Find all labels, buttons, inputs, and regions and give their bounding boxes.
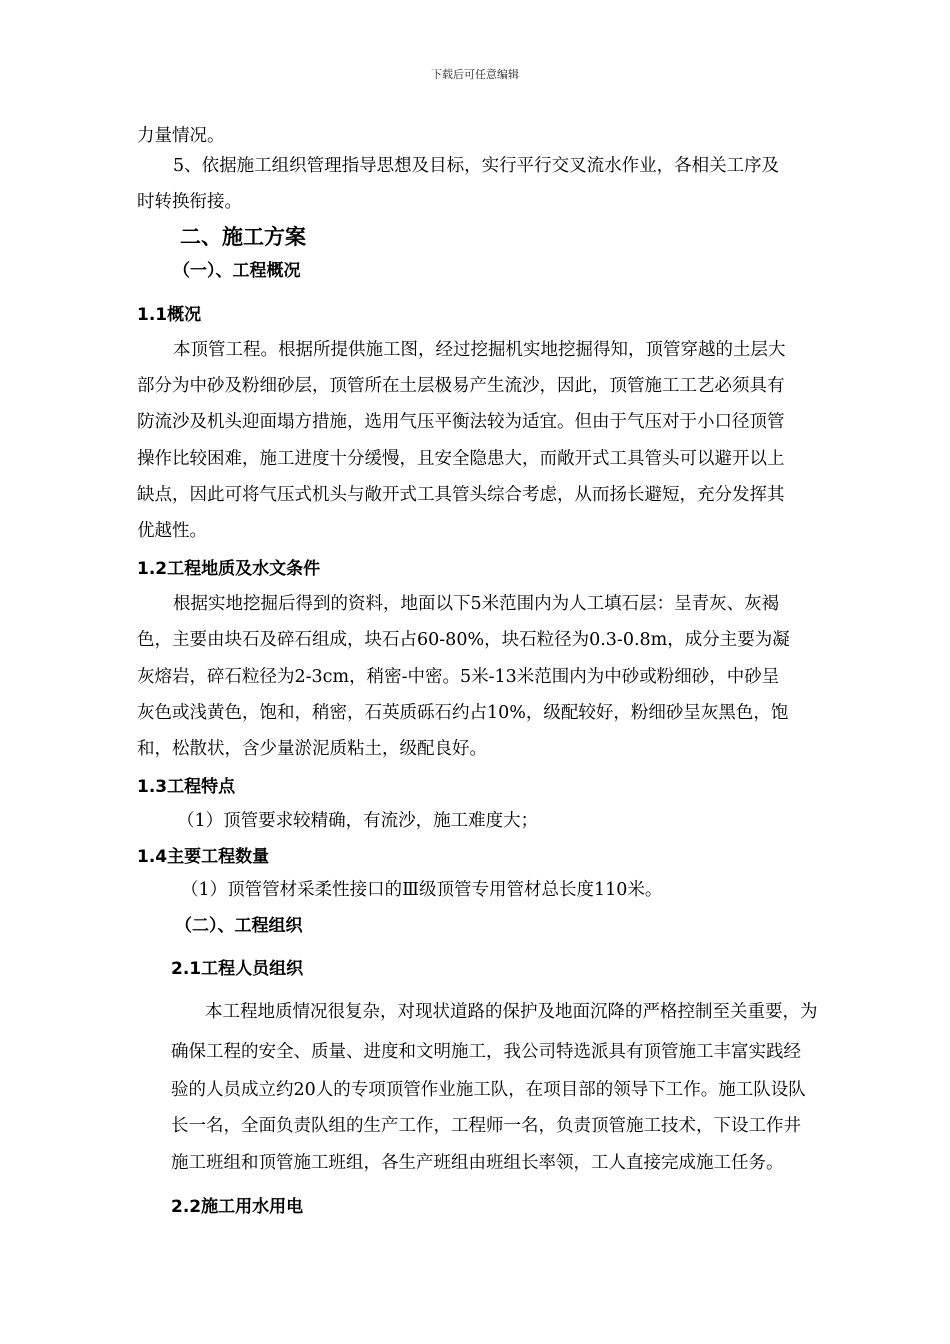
paragraph-line: 操作比较困难，施工进度十分缓慢，且安全隐患大，而敞开式工具管头可以避开以上 [137,449,785,469]
subsection-heading: 2.1工程人员组织 [171,959,304,979]
paragraph-line: 时转换衔接。 [137,192,242,212]
paragraph-line: 和，松散状，含少量淤泥质粘土，级配良好。 [137,739,487,759]
subsection-heading: 1.1概况 [137,305,202,325]
paragraph-line: 施工班组和顶管施工班组，各生产班组由班组长率领，工人直接完成施工任务。 [171,1153,784,1173]
subsection-heading: （二）、工程组织 [175,916,303,936]
subsection-heading: 2.2施工用水用电 [171,1197,304,1217]
subsection-heading: 1.3工程特点 [137,777,236,797]
paragraph-line: 防流沙及机头迎面塌方措施，选用气压平衡法较为适宜。但由于气压对于小口径顶管 [137,412,785,432]
paragraph-line: 优越性。 [137,521,207,541]
paragraph-line: （1）顶管要求较精确，有流沙，施工难度大； [177,811,539,831]
paragraph-line: 缺点，因此可将气压式机头与敞开式工具管头综合考虑，从而扬长避短，充分发挥其 [137,485,785,505]
page-header: 下载后可任意编辑 [431,68,519,81]
paragraph-line: 5、依据施工组织管理指导思想及目标，实行平行交叉流水作业，各相关工序及 [173,156,780,176]
paragraph-line: 色，主要由块石及碎石组成，块石占60-80%，块石粒径为0.3-0.8m，成分主要为凝 [137,630,790,650]
paragraph-line: 灰熔岩，碎石粒径为2-3cm，稍密-中密。5米-13米范围内为中砂或粉细砂，中砂呈 [137,667,780,687]
paragraph-line: 部分为中砂及粉细砂层，顶管所在土层极易产生流沙，因此，顶管施工工艺必须具有 [137,376,785,396]
subsection-heading: （一）、工程概况 [173,261,301,281]
subsection-heading: 1.2工程地质及水文条件 [137,559,321,579]
paragraph-line: 长一名，全面负责队组的生产工作，工程师一名，负责顶管施工技术，下设工作井 [171,1116,801,1136]
section-heading: 二、施工方案 [180,225,306,249]
paragraph-line: 本工程地质情况很复杂，对现状道路的保护及地面沉降的严格控制至关重要，为 [205,1002,818,1022]
paragraph-line: 本顶管工程。根据所提供施工图，经过挖掘机实地挖掘得知，顶管穿越的土层大 [173,340,786,360]
paragraph-line: 灰色或浅黄色，饱和，稍密，石英质砾石约占10%，级配较好，粉细砂呈灰黑色，饱 [137,703,789,723]
paragraph-line: （1）顶管管材采柔性接口的Ⅲ级顶管专用管材总长度110米。 [181,880,663,900]
paragraph-line: 验的人员成立约20人的专项顶管作业施工队，在项目部的领导下工作。施工队设队 [171,1080,806,1100]
paragraph-line: 力量情况。 [137,126,225,146]
subsection-heading: 1.4主要工程数量 [137,847,270,867]
paragraph-line: 确保工程的安全、质量、进度和文明施工，我公司特选派具有顶管施工丰富实践经 [171,1042,801,1062]
paragraph-line: 根据实地挖掘后得到的资料，地面以下5米范围内为人工填石层：呈青灰、灰褐 [173,594,780,614]
